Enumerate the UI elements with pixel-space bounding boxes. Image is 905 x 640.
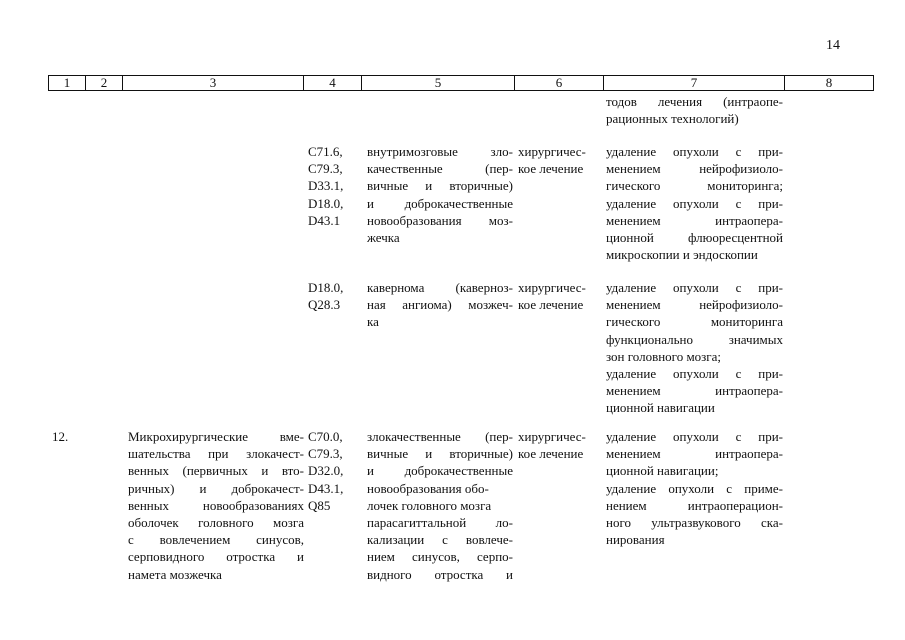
icd-code-cell: C70.0, C79.3, D32.0, D43.1, Q85 [308,429,344,513]
header-cell-7: 7 [603,76,784,90]
treatment-type-cell: хирургичес- кое лечение [518,144,586,177]
diagnosis-cell: внутримозговые зло- качественные (пер- вичные и вторичные) и доброкачественные новообразования моз- жечка [367,144,513,246]
header-cell-3: 3 [122,76,303,90]
method-cell: удаление опухоли с при- менением нейрофизиоло- гического мониторинга; удаление опухоли с при- менением интраопера- ционной флюоресцентной микроскопии и эндоскопии [606,144,783,263]
icd-code-cell: C71.6, C79.3, D33.1, D18.0, D43.1 [308,144,344,228]
table-header [48,75,874,91]
header-cell-4: 4 [303,76,361,90]
diagnosis-cell: кавернома (каверноз- ная ангиома) мозжеч- ка [367,280,513,330]
row-number-cell: 12. [52,429,69,444]
treatment-type-cell: хирургичес- кое лечение [518,280,586,313]
page-number: 14 [826,38,840,53]
header-cell-5: 5 [361,76,514,90]
treatment-type-cell: хирургичес- кое лечение [518,429,586,462]
header-cell-2: 2 [85,76,122,90]
intervention-cell: Микрохирургические вме- шательства при злокачест- венных (первичных и вто- ричных) и доброкачест- венных новообразованиях оболочек головного мозга с вовлечением синусов, серповидного отростка и намета мозжечка [128,429,304,582]
method-cell: тодов лечения (интраопе- рационных технологий) [606,94,783,127]
icd-code-cell: D18.0, Q28.3 [308,280,344,313]
method-cell: удаление опухоли с при- менением интраопера- ционной навигации; удаление опухоли с приме- нением интраоперацион- ного ультразвукового ска- нирования [606,429,783,548]
header-cell-6: 6 [514,76,603,90]
header-cell-8: 8 [784,76,873,90]
diagnosis-cell: злокачественные (пер- вичные и вторичные) и доброкачественные новообразования обо- лочек головного мозга парасагиттальной ло- кализации с вовлече- нием синусов, серпо- видного отростка и [367,429,513,582]
header-cell-1: 1 [63,75,71,90]
method-cell: удаление опухоли с при- менением нейрофизиоло- гического мониторинга функционально значимых зон головного мозга; удаление опухоли с при- менением интраопера- ционной навигации [606,280,783,416]
